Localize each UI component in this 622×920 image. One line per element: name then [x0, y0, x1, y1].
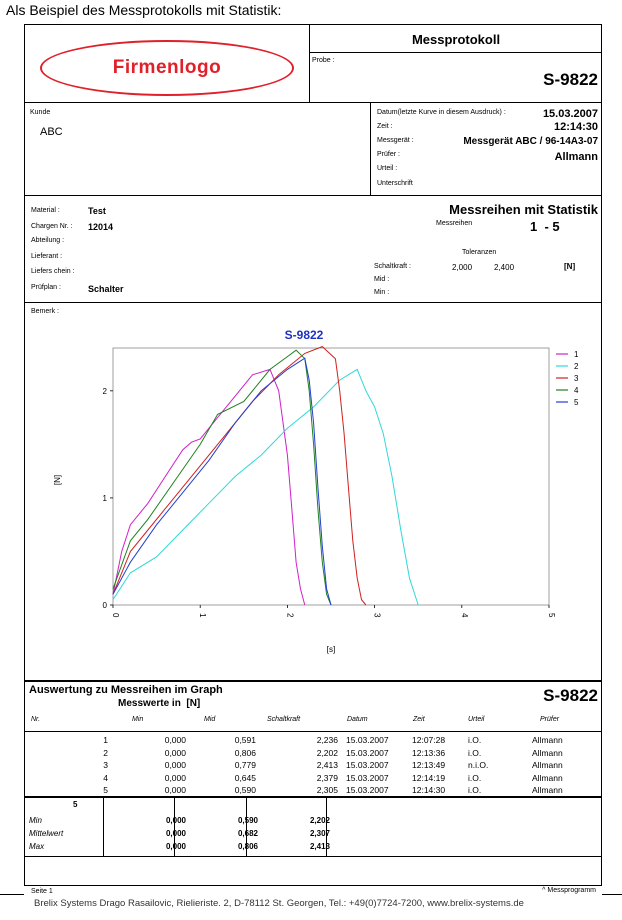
- stat-min: 0,000: [165, 842, 186, 851]
- x-tick-label: 5: [547, 613, 556, 618]
- table-row: [24, 735, 602, 747]
- logo-text: Firmenlogo: [112, 57, 222, 78]
- legend-label-2: 2: [574, 362, 579, 371]
- chart-bottom-line: [24, 680, 602, 682]
- stats-row: [24, 842, 602, 854]
- col-mid: Mid: [204, 716, 216, 723]
- urteil-label: Urteil :: [377, 165, 398, 172]
- stats-row: [24, 829, 602, 841]
- row-nr: 2: [103, 747, 108, 758]
- legend-label-1: 1: [574, 350, 579, 359]
- messreihen-label: Messreihen: [436, 220, 473, 227]
- stat-title: Messreihen mit Statistik: [449, 202, 598, 217]
- y-tick-label: 0: [102, 601, 107, 610]
- messgeraet-label: Messgerät :: [377, 137, 414, 144]
- stat-label: Mittelwert: [29, 829, 64, 838]
- lieferschein-label: Liefers chein :: [31, 268, 75, 275]
- row-pruefer: Allmann: [532, 735, 563, 745]
- row-datum: 15.03.2007: [346, 760, 389, 770]
- kunde-value: ABC: [40, 126, 63, 138]
- row-mid: 0,779: [234, 760, 256, 770]
- messgeraet-value: Messgerät ABC / 96-14A3-07: [463, 136, 598, 147]
- row-min: 0,000: [164, 735, 186, 745]
- results-title: Auswertung zu Messreihen im Graph: [29, 684, 223, 696]
- legend-label-3: 3: [574, 374, 579, 383]
- kunde-label: Kunde: [30, 109, 51, 116]
- table-row: [24, 748, 602, 760]
- col-min: Min: [132, 716, 144, 723]
- row-mid: 0,590: [234, 785, 256, 795]
- material-value: Test: [88, 206, 106, 216]
- stat-schaltkraft: 2,307: [309, 829, 330, 838]
- row-zeit: 12:07:28: [412, 735, 446, 745]
- row-urteil: i.O.: [468, 785, 482, 795]
- row-pruefer: Allmann: [532, 785, 563, 795]
- x-tick-label: 1: [198, 613, 208, 618]
- row-pruefer: Allmann: [532, 772, 563, 783]
- mid-label: Mid :: [374, 276, 390, 283]
- row-min: 0,000: [164, 785, 186, 795]
- stat-mid: 0,682: [237, 829, 258, 838]
- pruefer-value: Allmann: [554, 151, 598, 163]
- probe-label: Probe :: [312, 57, 335, 64]
- stats-count: 5: [73, 800, 78, 809]
- footer-company: Brelix Systems Drago Rasailovic, Rielieriste. 2, D-78112 St. Georgen, Tel.: +49(0)7724-7200, www.brelix-systems.de: [34, 898, 524, 909]
- results-subtitle: Messwerte in [N]: [118, 698, 201, 709]
- row-mid: 0,645: [234, 772, 256, 783]
- row-nr: 1: [103, 735, 108, 745]
- footer-line-right: [602, 894, 622, 895]
- stat-label: Min: [29, 816, 42, 825]
- min-label: Min :: [374, 289, 390, 296]
- chart-xticks: [111, 605, 556, 618]
- x-tick-label: 2: [285, 613, 295, 618]
- col-pruefer: Prüfer: [540, 716, 560, 723]
- zeit-value: 12:14:30: [553, 121, 598, 133]
- footer-company-clip: [0, 896, 622, 920]
- chart-yticks: [103, 387, 113, 610]
- chart-legend: [556, 350, 579, 407]
- footer-page: Seite 1: [31, 888, 53, 895]
- row-nr: 3: [103, 760, 108, 770]
- row-min: 0,000: [164, 747, 186, 758]
- row-pruefer: Allmann: [532, 760, 563, 770]
- schaltkraft-label: Schaltkraft :: [374, 263, 411, 270]
- force-chart: [24, 318, 602, 680]
- chart-title: S-9822: [284, 328, 324, 342]
- legend-label-5: 5: [574, 398, 579, 407]
- stat-mid: 0,590: [237, 816, 258, 825]
- x-tick-label: 4: [459, 613, 469, 618]
- pruefplan-value: Schalter: [88, 284, 124, 294]
- tolerance-min: 2,000: [452, 263, 473, 272]
- abteilung-label: Abteilung :: [31, 237, 65, 244]
- stat-schaltkraft: 2,202: [309, 816, 330, 825]
- row-schaltkraft: 2,236: [316, 735, 338, 745]
- results-header-row: [24, 714, 602, 728]
- chart-ylabel: [N]: [53, 474, 62, 486]
- stat-min: 0,000: [165, 829, 186, 838]
- stat-min: 0,000: [165, 816, 186, 825]
- row-schaltkraft: 2,202: [316, 747, 338, 758]
- zeit-label: Zeit :: [377, 123, 393, 130]
- row-zeit: 12:14:30: [412, 785, 446, 795]
- material-label: Material :: [31, 207, 60, 214]
- plot-area: [113, 348, 549, 605]
- datum-label: Datum(letzte Kurve in diesem Ausdruck) :: [377, 109, 506, 116]
- col-nr: Nr.: [31, 716, 41, 723]
- y-tick-label: 1: [102, 493, 107, 503]
- results-rows-bottom-line: [24, 796, 602, 798]
- toleranzen-label: Toleranzen: [462, 249, 497, 256]
- row-mid: 0,806: [234, 747, 256, 758]
- company-logo: [40, 40, 294, 96]
- row-min: 0,000: [164, 760, 186, 770]
- row-datum: 15.03.2007: [346, 772, 389, 783]
- y-tick-label: 2: [102, 386, 107, 396]
- row-schaltkraft: 2,379: [316, 772, 338, 783]
- messreihen-value: 1 - 5: [530, 219, 560, 234]
- row-datum: 15.03.2007: [346, 735, 389, 745]
- table-row: [24, 773, 602, 785]
- report-title: Messprotokoll: [411, 32, 501, 47]
- probe-value: S-9822: [543, 70, 598, 89]
- title-divider: [309, 52, 602, 53]
- tolerance-unit: [N]: [564, 262, 576, 271]
- col-datum: Datum: [347, 716, 368, 723]
- intro-text: Als Beispiel des Messprotokolls mit Statistik:: [6, 2, 282, 18]
- bemerk-label: Bemerk :: [31, 308, 60, 315]
- col-urteil: Urteil: [468, 716, 485, 723]
- charge-label: Chargen Nr. :: [31, 223, 73, 230]
- stats-row: [24, 816, 602, 828]
- stat-label: Max: [29, 842, 45, 851]
- row-zeit: 12:13:36: [412, 747, 446, 758]
- row-datum: 15.03.2007: [346, 785, 389, 795]
- footer-line-left: [0, 894, 24, 895]
- col-schaltkraft: Schaltkraft: [267, 716, 301, 723]
- datum-value: 15.03.2007: [542, 108, 598, 120]
- customer-bottom-line: [24, 195, 602, 196]
- stat-mid: 0,806: [237, 842, 258, 851]
- pruefer-label: Prüfer :: [377, 151, 400, 158]
- charge-value: 12014: [88, 222, 114, 232]
- row-urteil: i.O.: [468, 735, 482, 745]
- row-datum: 15.03.2007: [346, 747, 389, 758]
- row-urteil: n.i.O.: [468, 760, 489, 770]
- results-probe: S-9822: [543, 686, 598, 705]
- pruefplan-label: Prüfplan :: [31, 284, 61, 291]
- unterschrift-label: Unterschrift: [377, 180, 413, 187]
- row-min: 0,000: [164, 772, 186, 783]
- row-schaltkraft: 2,413: [316, 760, 338, 770]
- results-header-line: [24, 731, 602, 732]
- customer-divider: [370, 102, 371, 195]
- row-urteil: i.O.: [468, 747, 482, 758]
- col-zeit: Zeit: [413, 716, 425, 723]
- stat-schaltkraft: 2,413: [309, 842, 330, 851]
- row-nr: 5: [103, 785, 108, 795]
- x-tick-label: 3: [372, 613, 382, 618]
- stats-bottom-line: [24, 856, 602, 857]
- row-pruefer: Allmann: [532, 747, 563, 758]
- row-mid: 0,591: [234, 735, 256, 745]
- lieferant-label: Lieferant :: [31, 253, 63, 260]
- material-bottom-line: [24, 302, 602, 303]
- row-zeit: 12:14:19: [412, 772, 446, 783]
- header-bottom-line: [24, 102, 602, 103]
- legend-label-4: 4: [574, 386, 579, 395]
- chart-xlabel: [s]: [326, 645, 336, 654]
- row-zeit: 12:13:49: [412, 760, 446, 770]
- row-schaltkraft: 2,305: [316, 785, 338, 795]
- tolerance-max: 2,400: [494, 263, 515, 272]
- row-nr: 4: [103, 772, 108, 783]
- row-urteil: i.O.: [468, 772, 482, 783]
- x-tick-label: 0: [111, 613, 120, 618]
- footer-program: ^ Messprogramm: [542, 887, 596, 894]
- table-row: [24, 760, 602, 772]
